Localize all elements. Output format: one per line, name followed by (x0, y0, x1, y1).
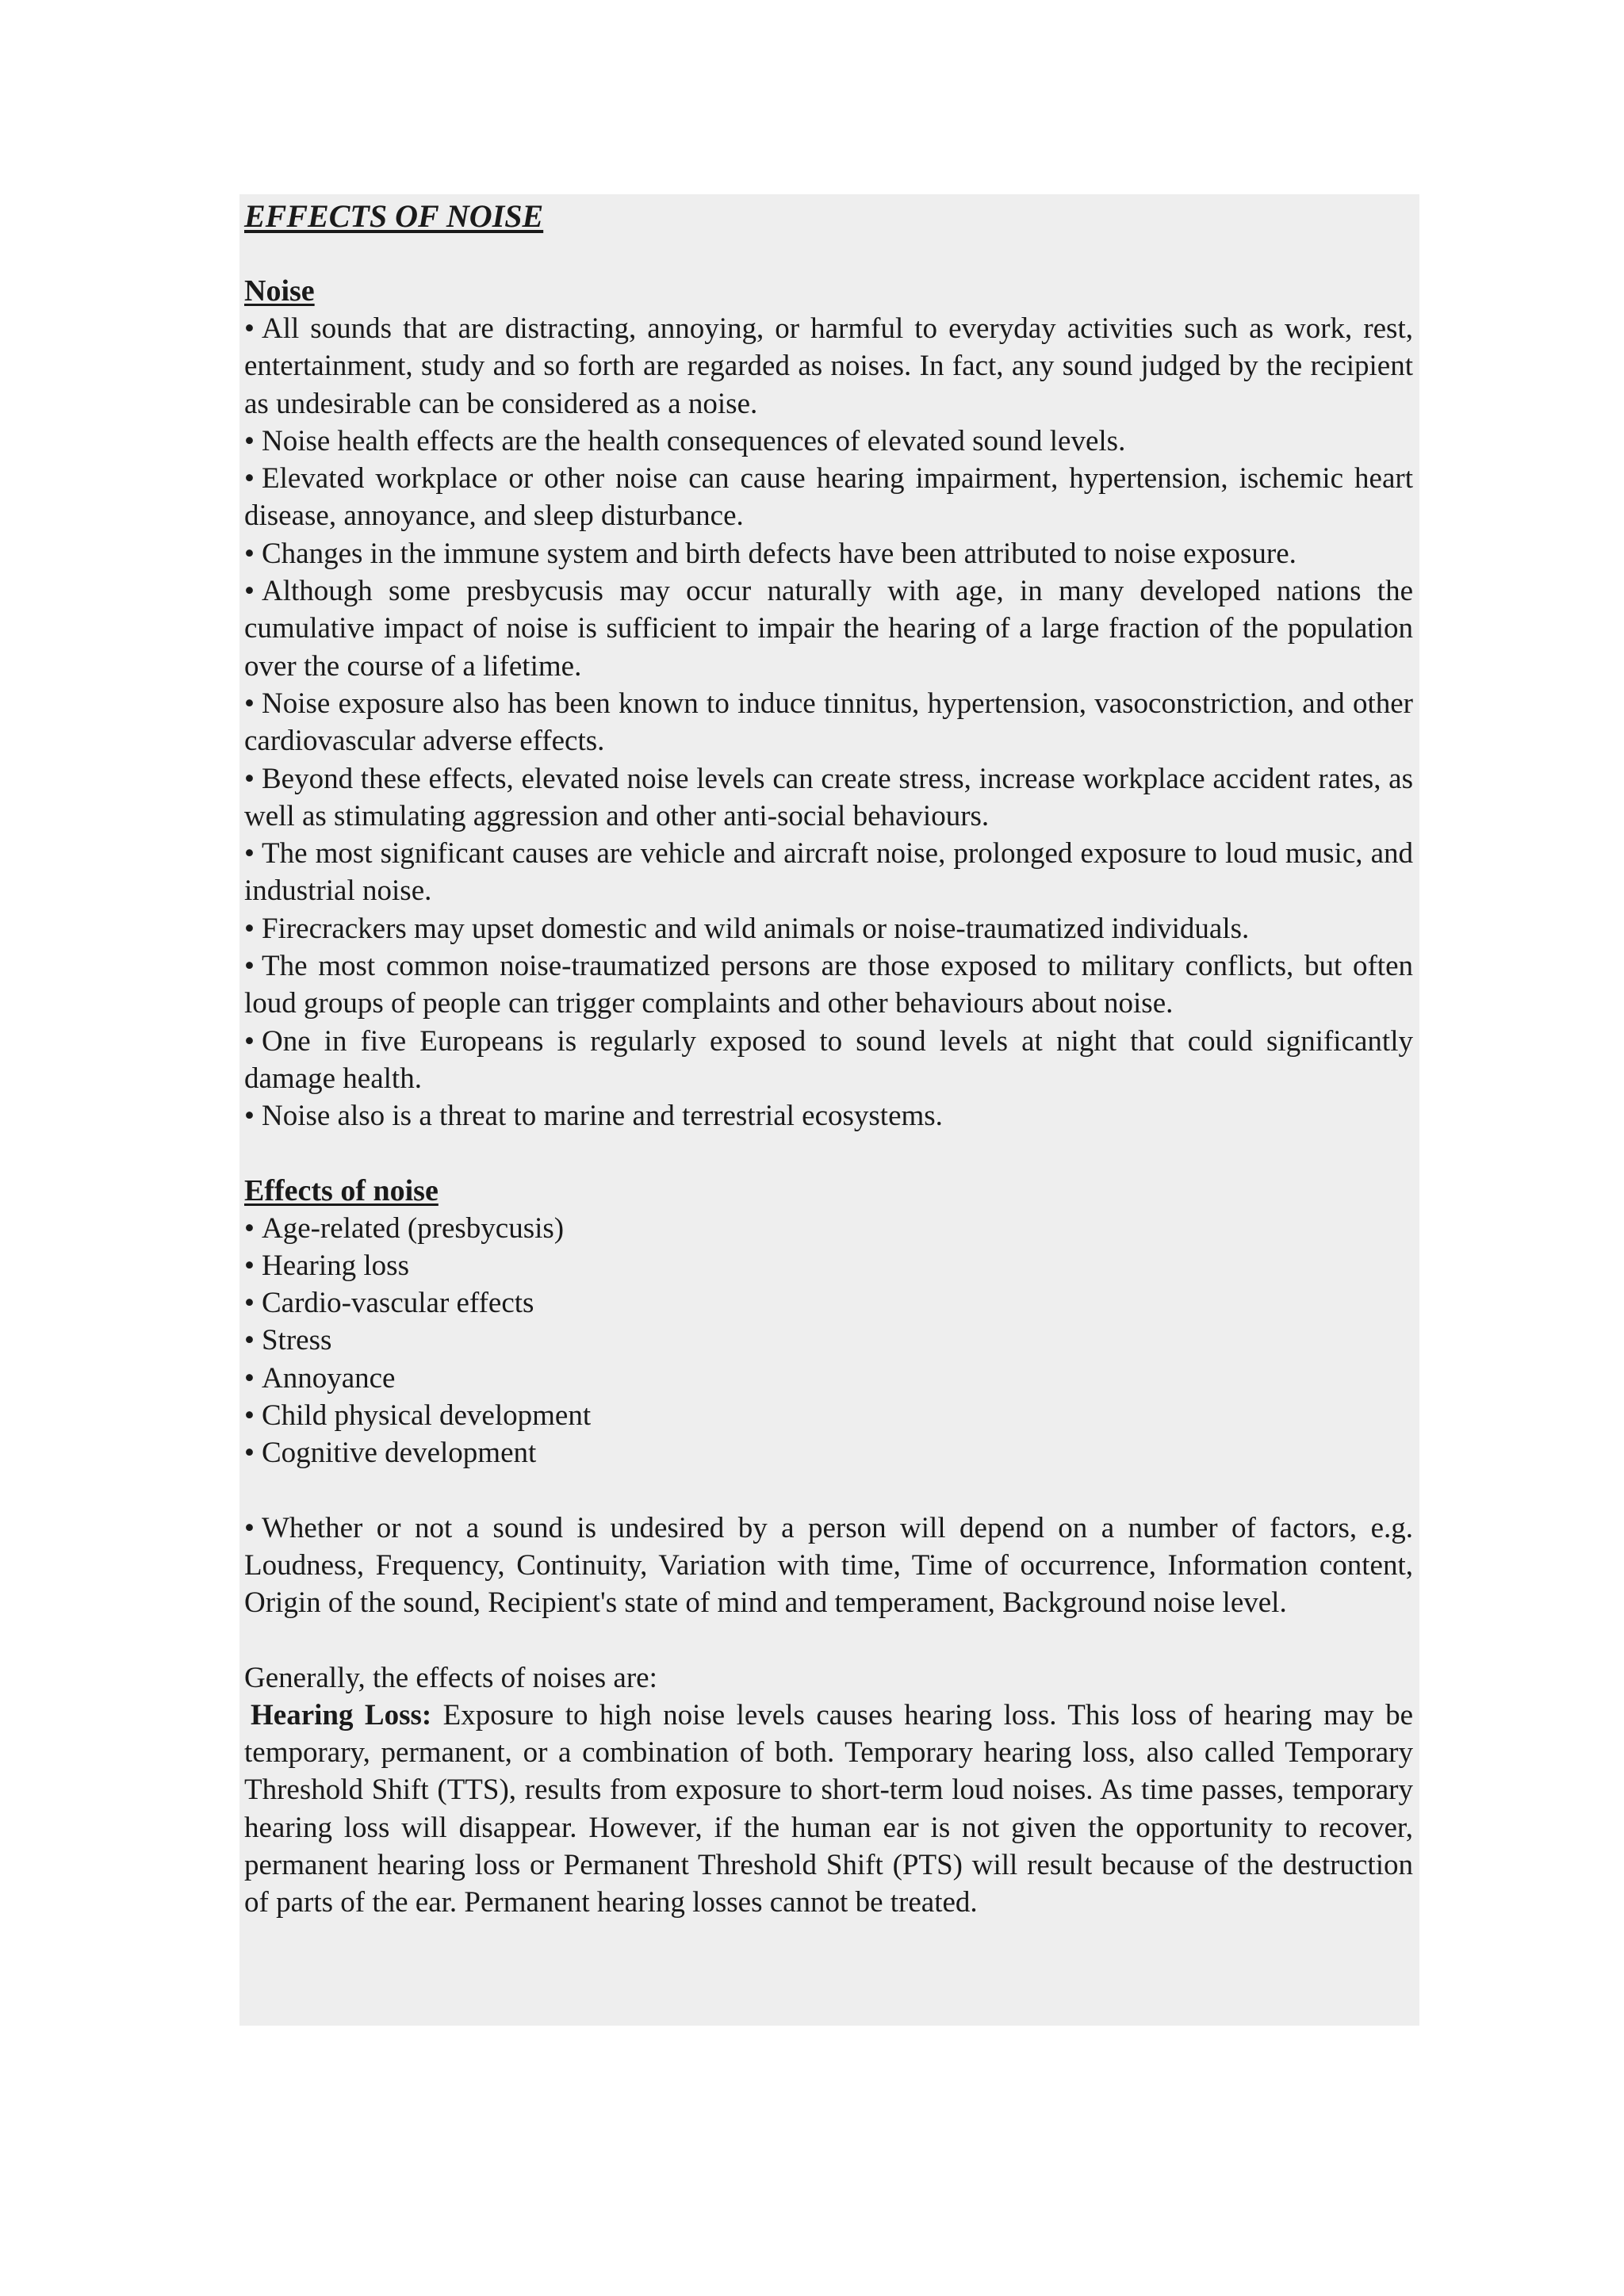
effects-bullet-item (244, 1247, 1413, 1284)
effects-bullet-text: Child physical development (261, 1399, 592, 1433)
noise-bullet-item (244, 1023, 1413, 1098)
bullet-icon: • (244, 1249, 255, 1282)
bullet-icon: • (244, 1211, 255, 1245)
bullet-icon: • (244, 1024, 255, 1058)
spacer (244, 1135, 1413, 1173)
effects-bullet-text: Stress (261, 1324, 332, 1357)
effects-bullet-item (244, 1284, 1413, 1322)
noise-bullet-item (244, 423, 1413, 460)
noise-bullet-item (244, 910, 1413, 947)
bullet-icon: • (244, 462, 255, 496)
noise-bullet-text: All sounds that are distracting, annoying, or harmful to everyday activities such as work, rest, entertainment, study and so forth are regarded as noises. In fact, any sound judged by the recipient as undesirable can be considered as a noise. (244, 312, 1413, 420)
noise-bullet-text: The most common noise-traumatized persons are those exposed to military conflicts, but often loud groups of people can trigger complaints and other behaviours about noise. (244, 950, 1413, 1020)
noise-bullet-text: Noise health effects are the health consequences of elevated sound levels. (261, 424, 1126, 457)
factors-text: Whether or not a sound is undesired by a person will depend on a number of factors, e.g. Loudness, Frequency, Continuity, Variation with time, Time of occurrence, Information content, Origin of the sound, Recipient's state of mind and temperament, Background noise level. (244, 1511, 1413, 1620)
effects-bullet-item (244, 1434, 1413, 1471)
spacer (244, 235, 1413, 273)
effects-heading: Effects of noise (244, 1173, 439, 1207)
noise-bullet-text: Noise also is a threat to marine and terrestrial ecosystems. (261, 1100, 943, 1133)
noise-bullet-item (244, 1097, 1413, 1135)
noise-bullet-item (244, 760, 1413, 836)
noise-bullet-text: Although some presbycusis may occur naturally with age, in many developed nations the cumulative impact of noise is sufficient to impair the hearing of a large fraction of the population over the course of a lifetime. (244, 575, 1413, 683)
effects-bullet-text: Age-related (presbycusis) (261, 1211, 565, 1245)
hearing-loss-paragraph (244, 1697, 1413, 1922)
bullet-icon: • (244, 1100, 255, 1133)
noise-bullet-item (244, 460, 1413, 535)
bullet-icon: • (244, 912, 255, 945)
noise-bullet-text: The most significant causes are vehicle and aircraft noise, prolonged exposure to loud music, and industrial noise. (244, 837, 1413, 908)
noise-bullet-text: Changes in the immune system and birth defects have been attributed to noise exposure. (261, 537, 1297, 570)
noise-bullet-item (244, 835, 1413, 910)
noise-bullet-item (244, 310, 1413, 423)
bullet-icon: • (244, 687, 255, 720)
effects-bullet-item (244, 1210, 1413, 1247)
noise-heading: Noise (244, 274, 315, 308)
bullet-icon: • (244, 537, 255, 570)
effects-bullet-item (244, 1360, 1413, 1397)
bullet-icon: • (244, 575, 255, 608)
factors-paragraph (244, 1510, 1413, 1622)
noise-bullet-item (244, 572, 1413, 685)
noise-bullet-text: Beyond these effects, elevated noise levels can create stress, increase workplace accident rates, as well as stimulating aggression and other anti-social behaviours. (244, 762, 1413, 832)
bullet-icon: • (244, 424, 255, 457)
effects-bullet-text: Cognitive development (261, 1437, 537, 1470)
bullet-icon: • (244, 1511, 255, 1544)
document-panel (239, 194, 1419, 2026)
bullet-icon: • (244, 837, 255, 871)
noise-bullet-item (244, 535, 1413, 572)
bullet-icon: • (244, 1324, 255, 1357)
effects-bullet-item (244, 1397, 1413, 1434)
noise-bullet-text: Elevated workplace or other noise can cause hearing impairment, hypertension, ischemic heart disease, annoyance, and sleep disturbance. (244, 462, 1413, 533)
bullet-icon: • (244, 950, 255, 983)
bullet-icon: • (244, 1361, 255, 1395)
effects-bullet-list (244, 1210, 1413, 1472)
bullet-icon: • (244, 1399, 255, 1433)
bullet-icon: • (244, 312, 255, 345)
effects-bullet-item (244, 1322, 1413, 1359)
document-title: EFFECTS OF NOISE (244, 198, 544, 234)
hearing-loss-text: Exposure to high noise levels causes hearing loss. This loss of hearing may be temporary, permanent, or a combination of both. Temporary hearing loss, also called Temporary Threshold Shift (TTS), results from exposure to short-term loud noises. As time passes, temporary hearing loss will disappear. However, if the human ear is not given the opportunity to recover, permanent hearing loss or Permanent Threshold Shift (PTS) will result because of the destruction of parts of the ear. Permanent hearing losses cannot be treated. (244, 1698, 1413, 1919)
noise-bullet-list (244, 310, 1413, 1135)
effects-bullet-text: Hearing loss (261, 1249, 409, 1282)
noise-bullet-text: Noise exposure also has been known to induce tinnitus, hypertension, vasoconstriction, and other cardiovascular adverse effects. (244, 687, 1413, 758)
spacer (244, 1472, 1413, 1510)
spacer (244, 1622, 1413, 1659)
hearing-loss-label: Hearing Loss: (251, 1698, 432, 1732)
noise-bullet-text: One in five Europeans is regularly exposed to sound levels at night that could significantly damage health. (244, 1024, 1413, 1095)
bullet-icon: • (244, 762, 255, 795)
effects-bullet-text: Cardio-vascular effects (261, 1287, 534, 1320)
bullet-icon: • (244, 1287, 255, 1320)
noise-bullet-text: Firecrackers may upset domestic and wild animals or noise-traumatized individuals. (261, 912, 1250, 945)
generally-intro: Generally, the effects of noises are: (244, 1661, 657, 1694)
effects-bullet-text: Annoyance (261, 1361, 396, 1395)
noise-bullet-item (244, 685, 1413, 760)
noise-bullet-item (244, 947, 1413, 1023)
bullet-icon: • (244, 1437, 255, 1470)
